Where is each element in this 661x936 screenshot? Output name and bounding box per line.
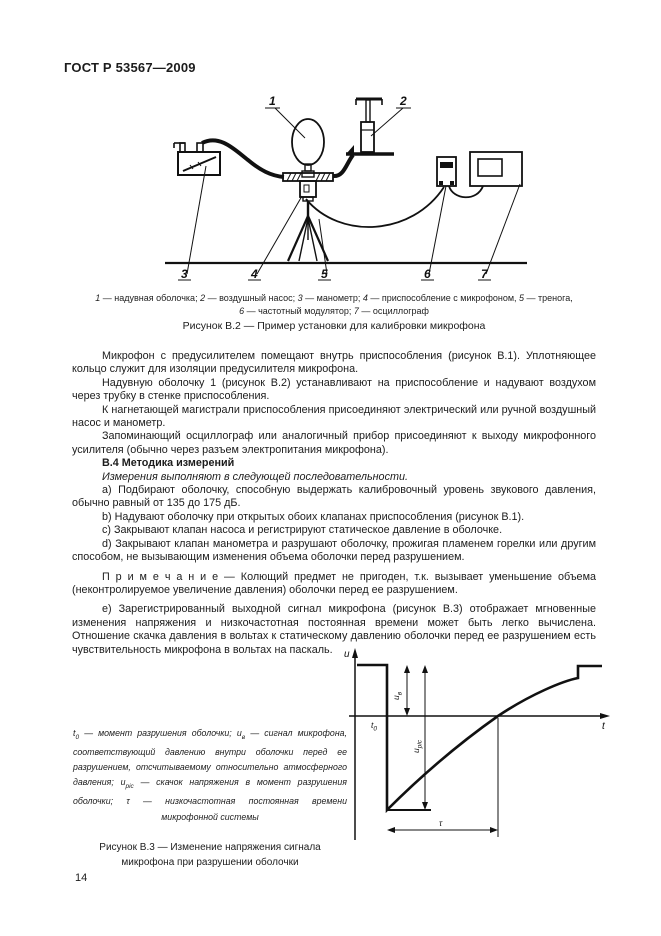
callout-4: 4	[251, 267, 258, 281]
u-axis-label: u	[344, 649, 350, 660]
figure-b3-description: $t_0$ — момент разрушения оболочки; $u_в$ — сигнал микрофона, соответствующий давлению внутри оболочки перед ее разрушением, отсчитываемому относительно атмосферного давления; $u_{pic}$ — скачок напряжения в момент разрушения оболочки; τ — низкочастотная постоянная времени микрофонной системы	[73, 728, 347, 822]
inflatable-shell	[292, 119, 324, 177]
figure-b2-caption: Рисунок В.2 — Пример установки для калибровки микрофона	[182, 320, 486, 332]
upic-label: $u_{pic}$	[411, 739, 424, 753]
page-header: ГОСТ Р 53567—2009	[64, 60, 196, 75]
list-item-c: c) Закрывают клапан насоса и регистрируют статическое давление в оболочке.	[102, 524, 503, 537]
figure-b3-caption-line2: микрофона при разрушении оболочки	[121, 856, 299, 868]
list-item-e: e) Зарегистрированный выходной сигнал микрофона (рисунок В.3) отображает мгновенные изменения напряжения и низкочастотная постоянная времени может быть легко вычислена. Отношение скачка давления в вольтах к статическому давлению оболочки перед ее разрушением есть чувствительность микрофона в вольтах на паскаль.	[72, 603, 596, 656]
paragraph: К нагнетающей магистрали приспособления присоединяют электрический или ручной воздушный насос и манометр.	[72, 403, 596, 430]
figure-b3-caption	[73, 841, 347, 870]
signal-curve	[357, 665, 602, 810]
tau-label: τ	[439, 818, 443, 828]
callout-2: 2	[400, 94, 407, 108]
ub-dimension-arrow	[404, 665, 410, 716]
paragraph: Запоминающий осциллограф или аналогичный прибор присоединяют к выходу микрофонного усилителя (обычно через разъем электропитания микрофона).	[72, 430, 596, 456]
upic-dimension-arrow	[422, 665, 428, 810]
oscilloscope	[470, 152, 522, 186]
page-number: 14	[75, 872, 88, 884]
t-axis-label: t	[602, 721, 605, 732]
note-paragraph: П р и м е ч а н и е — Колющий предмет не пригоден, т.к. вызывает уменьшение объема (неконтролируемое увеличение давления) оболочки перед ее разрушением.	[72, 570, 596, 596]
intro-line: Измерения выполняют в следующей последовательности.	[102, 470, 408, 483]
signal-cable	[306, 187, 444, 227]
air-pump	[346, 99, 394, 154]
figure-b3-caption-line1: Рисунок В.3 — Изменение напряжения сигнала	[99, 842, 321, 853]
body-text	[72, 350, 596, 657]
list-item-d: d) Закрывают клапан манометра и разрушают оболочку, прожигая пламенем горелки или другим способом, не вызывающим изменения объема оболочки перед разрушением.	[72, 537, 596, 564]
ub-label: $u_в$	[391, 691, 404, 700]
manometer	[174, 143, 220, 175]
frequency-modulator	[437, 157, 456, 186]
list-item-a: a) Подбирают оболочку, способную выдержать калибровочный уровень звукового давления, обычно равный от 135 до 175 дБ.	[72, 484, 596, 510]
figure-b3-graph	[335, 645, 635, 870]
paragraph: Микрофон с предусилителем помещают внутрь приспособления (рисунок В.1). Уплотняющее кольцо служит для изоляции предусилителя микрофона.	[72, 350, 596, 376]
figure-b2-legend-line2: 6 — частотный модулятор; 7 — осциллограф	[239, 306, 429, 316]
u-axis	[352, 648, 358, 840]
figure-b2-legend	[72, 292, 596, 318]
figure-b2-diagram	[90, 88, 610, 293]
callout-6: 6	[424, 267, 431, 281]
callout-leaders	[178, 108, 520, 280]
t0-label: $t_0$	[371, 720, 377, 733]
air-tube-right	[333, 155, 353, 176]
figure-b2-legend-line1: 1 — надувная оболочка; 2 — воздушный насос; 3 — манометр; 4 — приспособление с микрофоном, 5 — тренога,	[95, 293, 573, 303]
callout-7: 7	[481, 267, 488, 281]
tau-dimension-arrow	[387, 827, 498, 833]
section-heading: В.4 Методика измерений	[102, 457, 235, 470]
paragraph: Надувную оболочку 1 (рисунок В.2) устанавливают на приспособление и надувают воздухом через трубку в стенке приспособления.	[72, 376, 596, 403]
callout-3: 3	[181, 267, 188, 281]
list-item-b: b) Надувают оболочку при открытых обоих клапанах приспособления (рисунок В.1).	[102, 510, 525, 523]
interconnect-cable	[449, 186, 483, 197]
callout-5: 5	[321, 267, 328, 281]
callout-1: 1	[269, 94, 276, 108]
